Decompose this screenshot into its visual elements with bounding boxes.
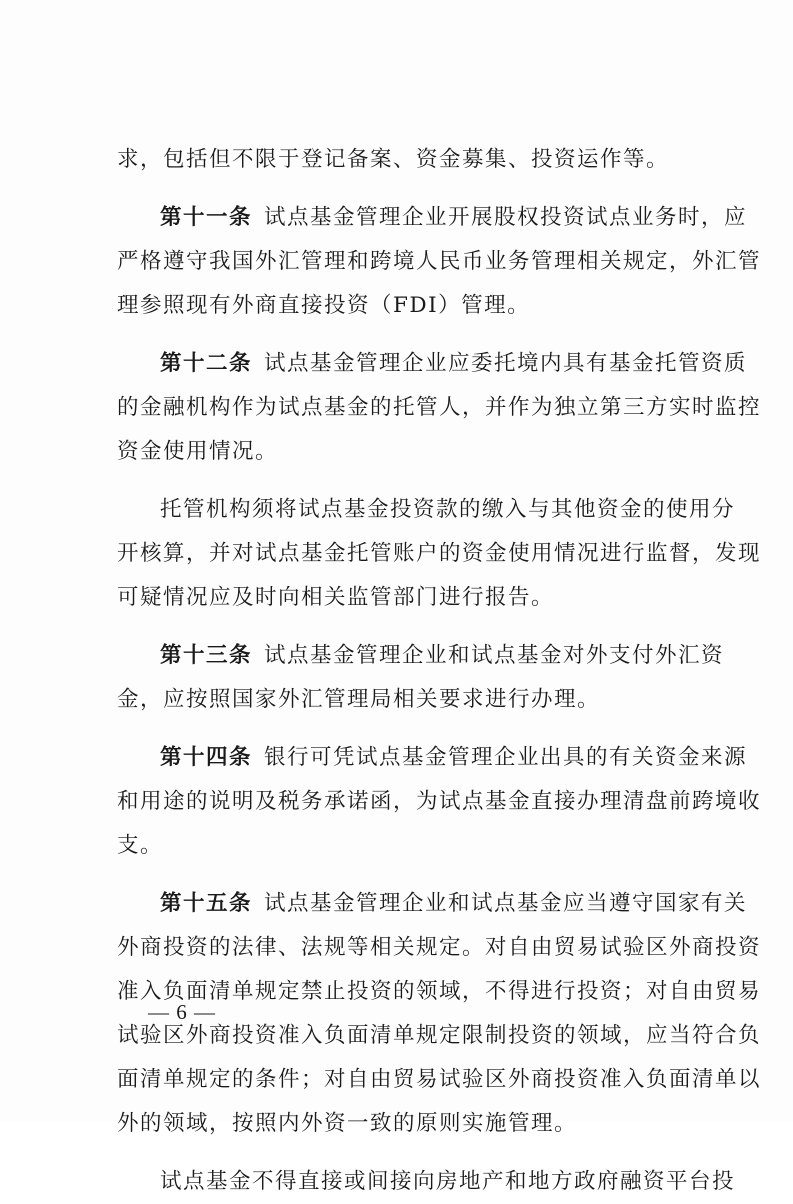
article-text: 试点基金管理企业和试点基金对外支付外汇资	[264, 643, 725, 668]
article-text: 试点基金管理企业和试点基金应当遵守国家有关	[264, 891, 748, 916]
article-heading: 第十五条	[160, 891, 253, 916]
article-heading: 第十一条	[160, 205, 253, 230]
text-line: 理参照现有外商直接投资（FDI）管理。	[117, 293, 531, 318]
text-line: 资金使用情况。	[117, 439, 279, 464]
article-13-first-line	[117, 634, 725, 678]
paragraph-first-line: 试点基金不得直接或间接向房地产和地方政府融资平台投	[160, 1169, 736, 1194]
article-15-first-line	[117, 882, 748, 926]
document-body	[117, 138, 762, 1204]
text-line: 准入负面清单规定禁止投资的领域，不得进行投资；对自由贸易	[117, 979, 762, 1004]
text-line: 试验区外商投资准入负面清单规定限制投资的领域，应当符合负	[117, 1023, 762, 1048]
article-14-first-line	[117, 736, 748, 780]
article-heading: 第十二条	[160, 351, 253, 376]
text-line: 求，包括但不限于登记备案、资金募集、投资运作等。	[117, 147, 670, 172]
text-line: 开核算，并对试点基金托管账户的资金使用情况进行监督，发现	[117, 541, 762, 566]
article-heading: 第十三条	[160, 643, 253, 668]
text-line: 金，应按照国家外汇管理局相关要求进行办理。	[117, 687, 601, 712]
article-11-first-line	[117, 196, 748, 240]
article-text: 银行可凭试点基金管理企业出具的有关资金来源	[264, 745, 748, 770]
article-text: 试点基金管理企业应委托境内具有基金托管资质	[264, 351, 748, 376]
text-line: 外的领域，按照内外资一致的原则实施管理。	[117, 1111, 578, 1136]
paragraph-first-line: 托管机构须将试点基金投资款的缴入与其他资金的使用分	[160, 497, 736, 522]
text-line: 可疑情况应及时向相关监管部门进行报告。	[117, 585, 555, 610]
text-line: 和用途的说明及税务承诺函，为试点基金直接办理清盘前跨境收	[117, 789, 762, 814]
text-line: 严格遵守我国外汇管理和跨境人民币业务管理相关规定，外汇管	[117, 249, 762, 274]
page-number: — 6 —	[148, 1000, 216, 1024]
article-heading: 第十四条	[160, 745, 253, 770]
text-line: 的金融机构作为试点基金的托管人，并作为独立第三方实时监控	[117, 395, 762, 420]
text-line: 面清单规定的条件；对自由贸易试验区外商投资准入负面清单以	[117, 1067, 762, 1092]
article-12-first-line	[117, 342, 748, 386]
text-line: 支。	[117, 833, 164, 858]
text-line: 外商投资的法律、法规等相关规定。对自由贸易试验区外商投资	[117, 935, 762, 960]
article-text: 试点基金管理企业开展股权投资试点业务时，应	[264, 205, 748, 230]
